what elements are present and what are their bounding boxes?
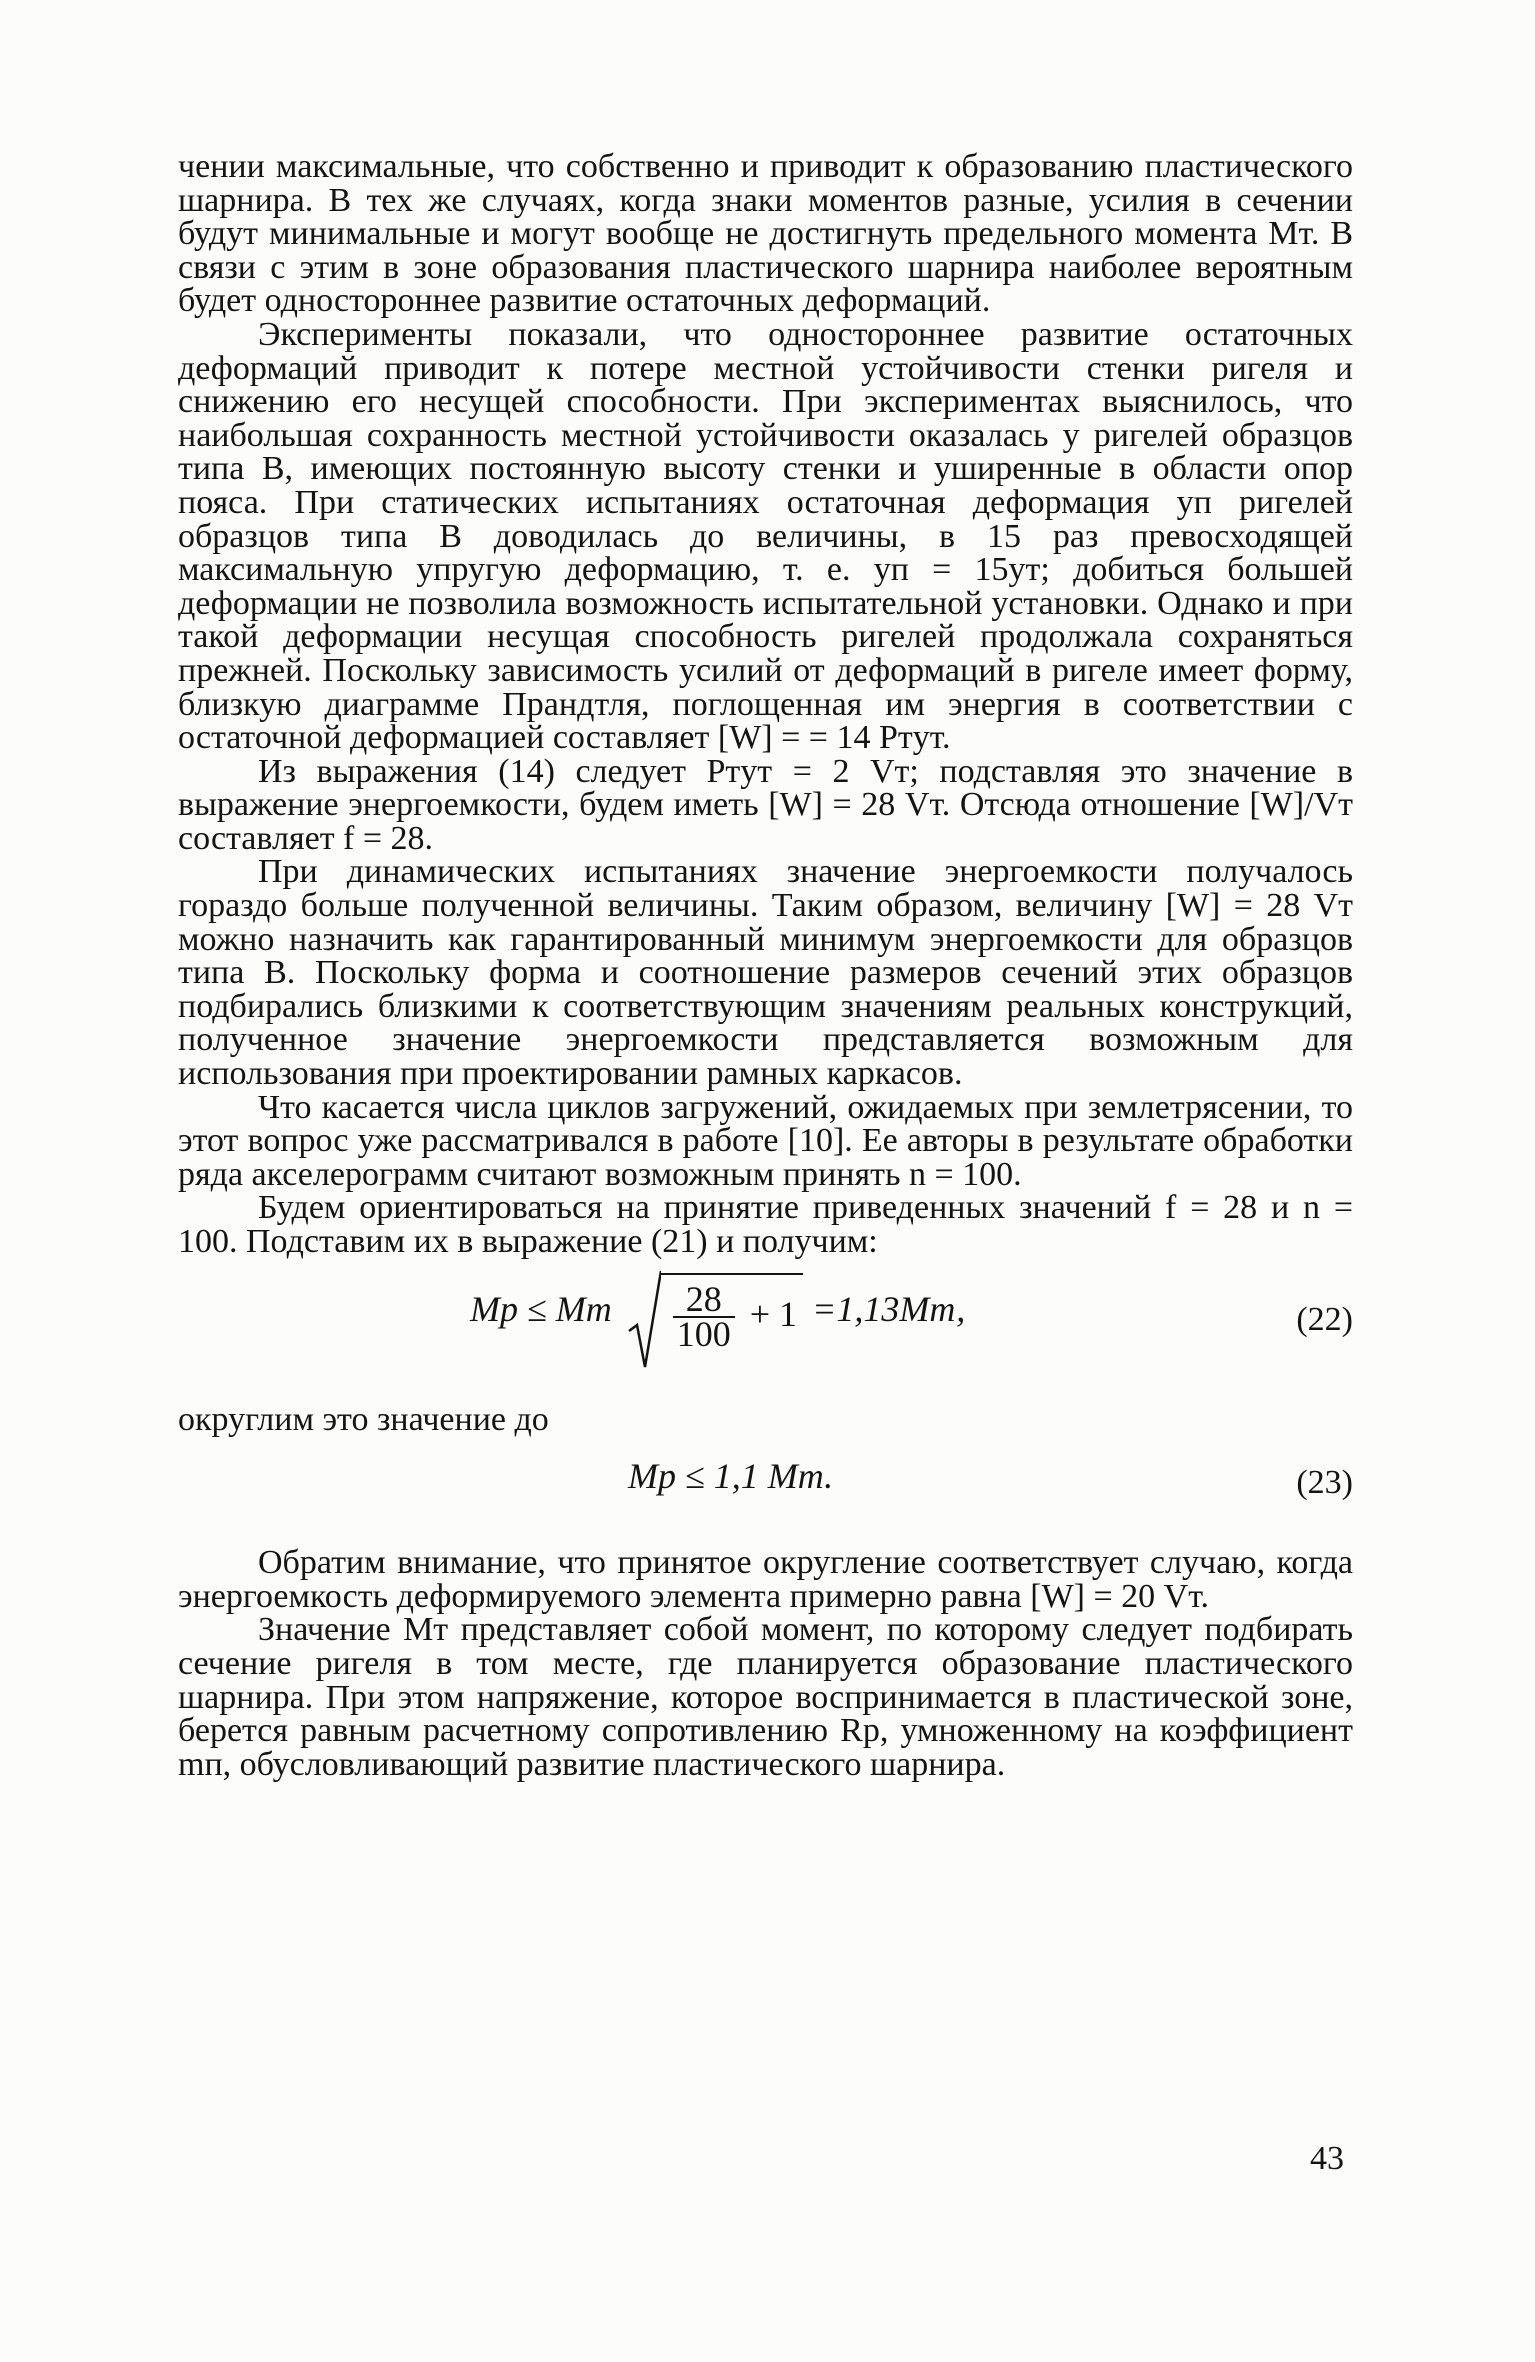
sqrt-sign-icon: [627, 1269, 661, 1369]
equation-22-number: (22): [1296, 1300, 1353, 1338]
text-block: [178, 150, 1353, 1781]
middle-text: округлим это значение до: [178, 1400, 549, 1438]
sqrt-radicand: [661, 1273, 803, 1355]
equation-22-body: [470, 1273, 966, 1355]
plus-one: + 1: [749, 1293, 798, 1334]
equation-22-lhs: Mp ≤ Mт: [470, 1288, 612, 1329]
paragraph-6: Будем ориентироваться на принятие приведенных значений f = 28 и n = 100. Подставим их в выражение (21) и получим:: [178, 1189, 1353, 1260]
paragraph-5: Что касается числа циклов загружений, ожидаемых при землетрясении, то этот вопрос уже рассматривался в работе [10]. Ее авторы в результате обработки ряда акселерограмм считают возможным принять n = 100.: [178, 1088, 1353, 1193]
sqrt-expression: [661, 1273, 803, 1355]
equation-22: [178, 1273, 1353, 1383]
fraction: [673, 1278, 735, 1355]
paragraph-4: При динамических испытаниях значение энергоемкости получалось гораздо больше полученной величины. Таким образом, величину [W] = 28 Vт можно назначить как гарантированный минимум энергоемкости для образцов типа В. Поскольку форма и соотношение размеров сечений этих образцов подбирались близкими к соответствующим значениям реальных конструкций, полученное значение энергоемкости представляется возможным для использования при проектировании рамных каркасов.: [178, 853, 1353, 1093]
paragraph-1: чении максимальные, что собственно и приводит к образованию пластического шарнира. В тех же случаях, когда знаки моментов разные, усилия в сечении будут минимальные и могут вообще не достигнуть предельного момента Мт. В связи с этим в зоне образования пластического шарнира наиболее вероятным будет одностороннее развитие остаточных деформаций.: [178, 148, 1353, 320]
equation-22-rhs: =1,13Mт,: [812, 1288, 966, 1329]
paragraph-3: Из выражения (14) следует Pтyт = 2 Vт; подставляя это значение в выражение энергоемкости, будем иметь [W] = 28 Vт. Отсюда отношение [W]/Vт составляет f = 28.: [178, 752, 1353, 857]
fraction-denominator: 100: [676, 1314, 731, 1355]
page-number: 43: [1310, 2140, 1344, 2177]
equation-23-number: (23): [1296, 1464, 1353, 1502]
paragraph-7: Обратим внимание, что принятое округление соответствует случаю, когда энергоемкость деформируемого элемента примерно равна [W] = 20 Vт.: [178, 1544, 1353, 1615]
equation-23: [178, 1456, 1353, 1520]
fraction-numerator: 28: [673, 1283, 735, 1319]
equation-23-body: Mp ≤ 1,1 Mт.: [628, 1456, 834, 1497]
paragraph-8: Значение Mт представляет собой момент, по которому следует подбирать сечение ригеля в том месте, где планируется образование пластического шарнира. При этом напряжение, которое воспринимается в пластической зоне, берется равным расчетному сопротивлению Rp, умноженному на коэффициент mп, обусловливающий развитие пластического шарнира.: [178, 1611, 1353, 1783]
paragraph-2: Эксперименты показали, что одностороннее развитие остаточных деформаций приводит к потере местной устойчивости стенки ригеля и снижению его несущей способности. При экспериментах выяснилось, что наибольшая сохранность местной устойчивости оказалась у ригелей образцов типа В, имеющих постоянную высоту стенки и уширенные в области опор пояса. При статических испытаниях остаточная деформация yп ригелей образцов типа В доводилась до величины, в 15 раз превосходящей максимальную упругую деформацию, т. е. yп = 15yт; добиться большей деформации не позволила возможность испытательной установки. Однако и при такой деформации несущая способность ригелей продолжала сохраняться прежней. Поскольку зависимость усилий от деформаций в ригеле имеет форму, близкую диаграмме Прандтля, поглощенная им энергия в соответствии с остаточной деформацией составляет [W] = = 14 Pтyт.: [178, 315, 1353, 757]
